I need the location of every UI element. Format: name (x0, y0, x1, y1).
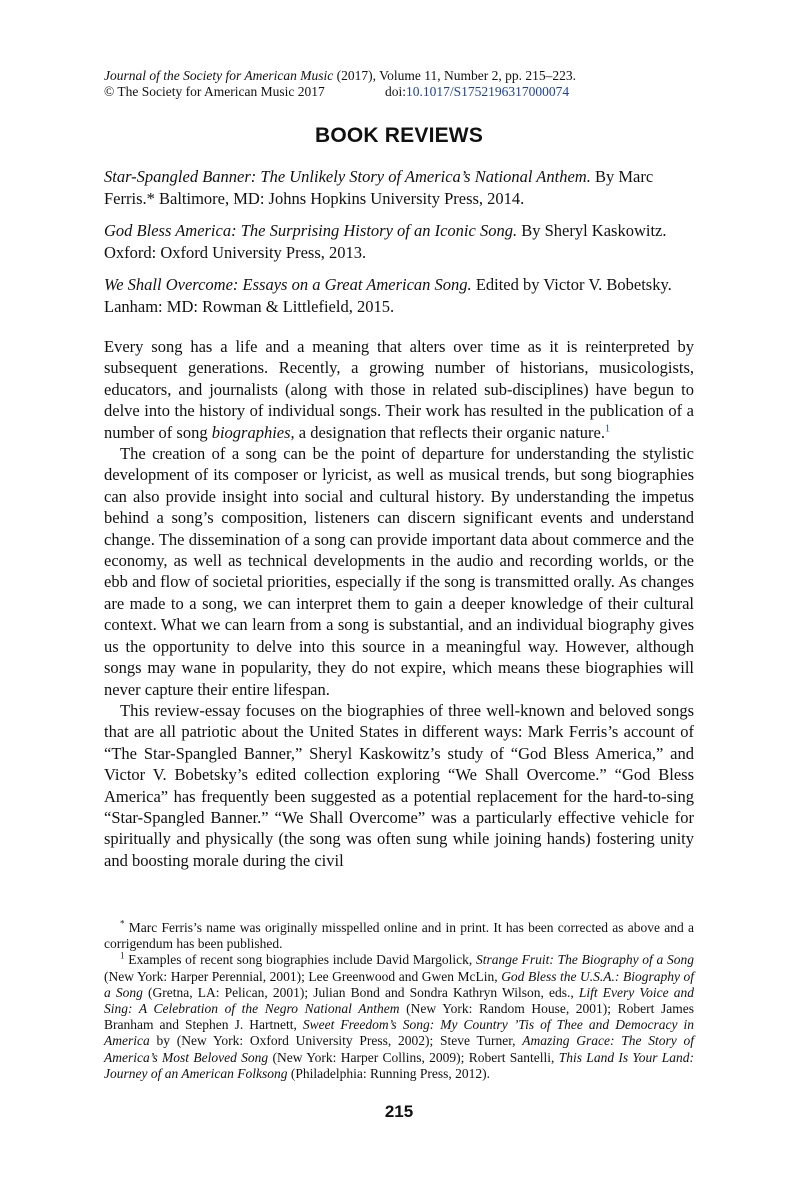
book-entry (104, 166, 694, 209)
page-number: 215 (384, 1102, 414, 1121)
section-title: BOOK REVIEWS (314, 124, 484, 147)
reviewed-books-list (104, 166, 694, 328)
book-title: Star-Spangled Banner: The Unlikely Story of America’s National Anthem. (104, 167, 591, 186)
running-header (104, 68, 576, 100)
footnotes (104, 920, 694, 1082)
book-details: By Sheryl Kaskowitz. Oxford: Oxford University Press, 2013. (104, 221, 667, 262)
body-text-segment: , a designation that reflects their organic nature. (290, 422, 605, 442)
footnote-star (104, 920, 694, 952)
copyright-line (104, 84, 576, 100)
footnote-marker: 1 (120, 950, 125, 961)
body-paragraph: This review-essay focuses on the biographies of three well-known and beloved songs that are all patriotic about the United States in different ways: Mark Ferris’s account of “The Star-Spangled Banner,” Sheryl Kaskowitz’s study of “God Bless America,” and Victor V. Bobetsky’s edited collection exploring “We Shall Overcome.” “God Bless America” has frequently been suggested as a potential replacement for the hard-to-sing “Star-Spangled Banner.” “We Shall Overcome” was a particularly effective vehicle for spiritually and physically (the song was often sung while joining hands) fostering unity and boosting morale during the civil (104, 700, 694, 870)
book-entry (104, 220, 694, 263)
book-entry (104, 274, 694, 317)
journal-name: Journal of the Society for American Music (104, 68, 334, 83)
cited-title: This Land Is Your Land: Journey of an American Folksong (104, 1049, 695, 1081)
article-body (104, 336, 694, 871)
footnote-reference-link[interactable]: 1 (605, 423, 610, 435)
footnote-text-segment: (New York: Random House, 2001); Robert James Branham and Stephen J. Hartnett, (104, 1001, 695, 1033)
citation-details: (2017), Volume 11, Number 2, pp. 215–223. (336, 68, 576, 83)
footnote-text-segment: (New York: Harper Perennial, 2001); Lee Greenwood and Gwen McLin, (104, 968, 502, 984)
footnote-text-segment: by (New York: Oxford University Press, 2002); Steve Turner, (149, 1033, 523, 1049)
book-details: By Marc Ferris.* Baltimore, MD: Johns Hopkins University Press, 2014. (104, 167, 654, 208)
footnote-text-segment: (Gretna, LA: Pelican, 2001); Julian Bond and Sondra Kathryn Wilson, eds., (142, 984, 579, 1000)
footnote-text-segment: Examples of recent song biographies include David Margolick, (124, 952, 476, 968)
citation-line (104, 68, 576, 84)
book-title: We Shall Overcome: Essays on a Great American Song. (104, 275, 472, 294)
copyright-notice: © The Society for American Music 2017 (104, 84, 325, 99)
cited-title: Strange Fruit: The Biography of a Song (475, 952, 694, 968)
doi-label: doi: (385, 84, 407, 99)
emphasis-text: biographies (211, 422, 291, 442)
book-title: God Bless America: The Surprising History of an Iconic Song. (104, 221, 518, 240)
footnote-marker: * (120, 918, 125, 929)
footnote-text-segment: (New York: Harper Collins, 2009); Robert Santelli, (268, 1049, 559, 1065)
footnote-text-segment: (Philadelphia: Running Press, 2012). (287, 1065, 490, 1081)
book-details: Edited by Victor V. Bobetsky. Lanham: MD: Rowman & Littlefield, 2015. (104, 275, 672, 316)
body-paragraph (104, 336, 694, 443)
footnote-1 (104, 952, 694, 1082)
body-text-segment: Every song has a life and a meaning that alters over time as it is reinterpreted by subsequent generations. Recently, a growing number of historians, musicologists, educators, and journalists (along with those in related sub-disciplines) have begun to delve into the history of individual songs. Their work has resulted in the publication of a number of song (104, 337, 694, 442)
footnote-text: Marc Ferris’s name was originally misspelled online and in print. It has been corrected as above and a corrigendum has been published. (104, 920, 694, 952)
body-paragraph: The creation of a song can be the point of departure for understanding the stylistic development of its composer or lyricist, as well as musical trends, but song biographies can also provide insight into social and cultural history. By understanding the impetus behind a song’s composition, listeners can discern significant events and understand change. The dissemination of a song can provide important data about commerce and the economy, as well as technical developments in the audio and recording worlds, or the ebb and flow of societal priorities, especially if the song is transmitted orally. As changes are made to a song, we can interpret them to gain a deeper knowledge of their cultural context. What we can learn from a song is substantial, and an individual biography gives us the opportunity to delve into this source in a meaningful way. However, although songs may wane in popularity, they do not expire, which means these biographies will never capture their entire lifespan. (104, 444, 694, 699)
doi-link[interactable]: 10.1017/S1752196317000074 (406, 84, 570, 99)
cited-title: Sweet Freedom’s Song: My Country ’Tis of Thee and Democracy in America (104, 1017, 694, 1049)
cited-title: Amazing Grace: The Story of America’s Most Beloved Song (104, 1033, 694, 1065)
cited-title: Lift Every Voice and Sing: A Celebration of the Negro National Anthem (104, 984, 694, 1017)
cited-title: God Bless the U.S.A.: Biography of a Song (104, 968, 694, 1000)
